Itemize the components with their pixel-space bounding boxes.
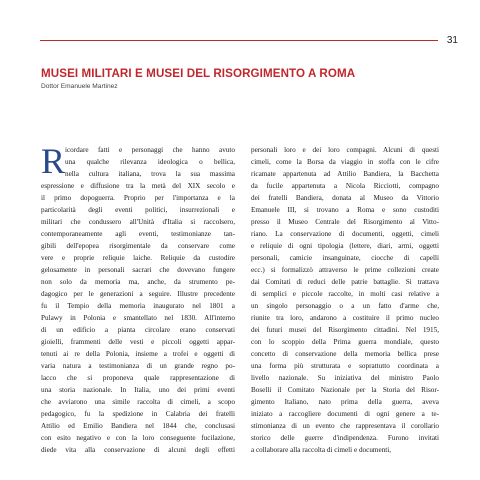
text-line: una storia nazionale. In Italia, uno dei primi eventi: [41, 386, 235, 395]
text-line: varia natura a testimonianza di un grande regno po-: [41, 362, 235, 371]
text-line: che avviarono una simile raccolta di cimeli, a scopo: [41, 398, 235, 407]
text-line: icordare fatti e personaggi che hanno avuto: [65, 146, 235, 154]
text-line: gibili dell'epopea risorgimentale da conservare come: [41, 242, 235, 251]
text-line: fu il Tempio della memoria inaugurato nel 1801 a: [41, 302, 235, 311]
text-line: tenuti ai re della Polonia, insieme a trofei e oggetti di: [41, 350, 235, 359]
text-line: con lo scoppio della Prima guerra mondiale, questo: [251, 338, 439, 347]
drop-cap: R: [41, 141, 66, 181]
text-line: contemporaneamente agli eventi, testimonianze tan-: [41, 230, 235, 239]
article-title: MUSEI MILITARI E MUSEI DEL RISORGIMENTO A ROMA: [41, 67, 356, 80]
text-line: lacco che si proponeva quale rappresentazione di: [41, 374, 235, 383]
text-line: stimonianza di un evento che rappresentava il corollario: [251, 422, 439, 431]
text-line: una qualche rilevanza ideologica o bellica,: [65, 158, 235, 167]
text-line: militari che condussero all'Unità d'Italia si raccolsero,: [41, 218, 235, 227]
text-line: Attilio ed Emilio Bandiera nel 1844 che, conclusasi: [41, 422, 235, 431]
text-line: concetto di conservazione della memoria bellica prese: [251, 350, 439, 359]
text-line: cimeli, come la Borsa da viaggio in stoffa con le cifre: [251, 158, 439, 167]
text-line: personali loro e dei loro compagni. Alcuni di questi: [251, 146, 439, 154]
text-line: dai Comitati di reduci delle patrie battaglie. Si trattava: [251, 278, 439, 287]
text-line: riunite tra loro, andarono a costituire il primo nucleo: [251, 314, 439, 323]
text-line: dei fratelli Bandiera, donata al Museo da Vittorio: [251, 194, 439, 203]
text-line: da fucile appartenuta a Nicola Ricciotti, compagno: [251, 182, 439, 191]
text-line: pedagogico, fu la spedizione in Calabria dei fratelli: [41, 410, 235, 419]
text-line: particolarità degli eventi politici, insurrezionali e: [41, 206, 235, 215]
text-line: ecc.) si formalizzò attraverso le prime collezioni create: [251, 266, 439, 275]
text-line: Boselli il Comitato Nazionale per la Storia del Risor-: [251, 386, 439, 395]
text-line: personali, camicie insanguinate, ciocche di capelli: [251, 254, 439, 263]
text-line: di semplici e piccole raccolte, in molti casi relative a: [251, 290, 439, 299]
text-line: ricamate appartenuta ad Attilio Bandiera, la Bacchetta: [251, 170, 439, 179]
text-line: con esito negativo e con la loro conseguente fucilazione,: [41, 434, 235, 443]
text-line: storico delle guerre d'indipendenza. Furono invitati: [251, 434, 439, 443]
text-line: a collaborare alla raccolta di cimeli e documenti,: [251, 446, 392, 455]
text-line: espressione e diffusione tra la metà del XIX secolo e: [41, 182, 235, 191]
text-line: il primo dopoguerra. Proprio per l'importanza e la: [41, 194, 235, 203]
header-rule: [40, 40, 438, 41]
text-line: e reliquie di ogni tipologia (lettere, diari, armi, oggetti: [251, 242, 439, 251]
text-column-left: [41, 141, 235, 456]
text-line: gelosamente in personali sacrari che dovevano fungere: [41, 266, 235, 275]
text-line: diede vita alla conservazione di alcuni degli effetti: [41, 446, 235, 455]
text-line: di un edificio a pianta circolare erano conservati: [41, 326, 235, 335]
text-line: presso il Museo Centrale del Risorgimento al Vitto-: [251, 218, 439, 227]
text-line: riano. La conservazione di documenti, oggetti, cimeli: [251, 230, 439, 239]
page-number: 31: [446, 35, 458, 46]
text-line: livello nazionale. Su iniziativa del ministro Paolo: [251, 374, 439, 383]
text-line: dei futuri musei del Risorgimento cittadini. Nel 1915,: [251, 326, 439, 335]
text-line: iniziato a raccogliere documenti di ogni genere a te-: [251, 410, 439, 419]
text-line: gioielli, frammenti delle vesti e piccoli oggetti appar-: [41, 338, 235, 347]
text-line: una forma più strutturata e soprattutto coordinata a: [251, 362, 439, 371]
text-line: un singolo personaggio o a un fatto d'arme che,: [251, 302, 439, 311]
text-line: non solo da memoria ma, anche, da strumento pe-: [41, 278, 235, 287]
text-line: vere e proprie reliquie laiche. Reliquie da custodire: [41, 254, 235, 263]
text-line: gimento Italiano, nato prima della guerra, aveva: [251, 398, 439, 407]
text-line: Emanuele III, si trovano a Roma e sono custoditi: [251, 206, 439, 215]
article-author: Dottor Emanuele Martinez: [41, 83, 118, 90]
text-line: nella cultura italiana, trova la sua massima: [65, 170, 235, 179]
text-line: Pulawy in Polonia e smantellato nel 1830. All'interno: [41, 314, 235, 323]
text-column-right: [251, 144, 439, 456]
text-line: dagogico per le generazioni a seguire. Illustre precedente: [41, 290, 235, 299]
